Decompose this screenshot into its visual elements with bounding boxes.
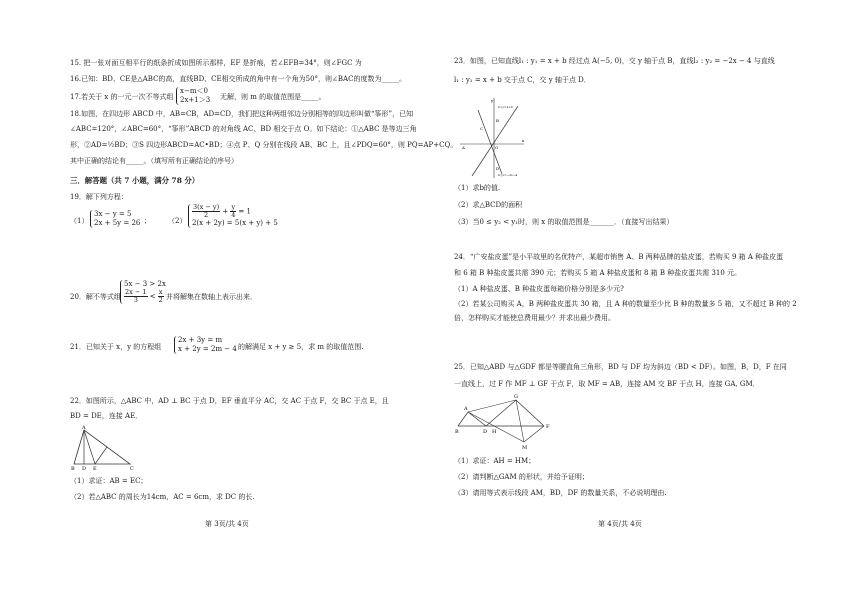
q19-1-eq-2: 2x + 5y = 26	[94, 219, 141, 227]
q19-2-eq-1: $\frac{3(x - y)}{2}$ + $\frac{y}{4}$ = 1	[193, 203, 251, 219]
q20-ineq-2: $\frac{2x - 1}{3}$ < $\frac{x}{2}$	[125, 288, 163, 304]
question-25-sub-3: （3）请用等式表示线段 AM，BD，DF 的数量关系，不必说明理由.	[454, 489, 667, 497]
fig25-label-f: F	[546, 424, 550, 430]
fig22-label-e: E	[93, 466, 97, 472]
figure-23-graph	[458, 96, 528, 180]
page-footer-left: 第 3页/共 4页	[205, 520, 249, 528]
fig23-label-l2: l₂:y₂=−2x−4	[498, 173, 518, 177]
fig23-label-c: C	[480, 126, 484, 131]
fig25-label-a: A	[464, 406, 468, 412]
q19-part-2-system	[188, 204, 278, 228]
question-23-sub-3: （3）当0 ≤ y₂ < y₁时，则 x 的取值范围是_______．（直接写出结果）	[454, 218, 674, 226]
question-22-line-1: 22．如图所示，△ABC 中，AD ⊥ BC 于点 D，EF 垂直平分 AC，交 AC 于点 F，交 BC 于点 E，且	[70, 397, 389, 405]
q19-1-eq-1: 3x − y = 5	[94, 210, 132, 218]
question-25-sub-2: （2）请判断△GAM 的形状，并给予证明；	[454, 473, 589, 481]
question-17-suffix: 无解，则 m 的取值范围是_____。	[220, 93, 326, 101]
question-25-sub-1: （1）求证：AH = HM；	[454, 457, 536, 465]
fig22-label-b: B	[71, 466, 75, 472]
q19-2-fraction-2: $\frac{y}{4}$	[231, 203, 236, 219]
fig23-label-b: B	[496, 118, 499, 123]
fig25-label-g: G	[514, 394, 518, 400]
question-23-line-2: l₁ : y₁ = x + b 交于点 C，交 y 轴于点 D．	[454, 76, 591, 84]
question-23-sub-2: （2）求△BCD的面积	[454, 201, 523, 209]
fig23-label-a: A	[462, 145, 465, 150]
question-19: 19．解下列方程：	[70, 193, 128, 201]
question-23-line-1: 23．如图，已知直线l₁ : y₁ = x + b 经过点 A(−5, 0)，交 y 轴于点 B，直线l₂ : y₂ = −2x − 4 与直线	[454, 57, 775, 65]
figure-25-triangles	[454, 392, 554, 450]
fig25-label-m: M	[522, 445, 528, 450]
question-15: 15. 把一张对面互相平行的纸条折成如图所示那样，EF 是折痕，若∠EFB=34°，则∠FGC 为	[70, 59, 362, 67]
left-column	[70, 0, 458, 595]
fig23-label-o: O	[495, 145, 499, 150]
question-25-line-1: 25．已知△ABD 与△GDF 都是等腰直角三角形，BD 与 DF 均为斜边（BD < DF）。如图，B，D，F 在同	[454, 363, 787, 371]
question-21-suffix: 的解满足 x + y ≥ 5，求 m 的取值范围.	[238, 343, 364, 351]
fig25-label-b: B	[455, 429, 459, 435]
question-22-line-2: BD = DE，连接 AE．	[70, 412, 143, 420]
question-17-system	[176, 87, 210, 105]
q21-eq-1: 2x + 3y = m	[178, 336, 223, 344]
fig23-label-l1: l₁:y₁=x+b	[498, 105, 513, 109]
question-24-sub-2b: 倍，怎样购买才能使总费用最少？并求出最少费用。	[454, 314, 615, 322]
question-24-line-1: 24．“广安盐皮蛋”是小平故里的名优特产，某超市销售 A、B 两种品牌的盐皮蛋，若购买 9 箱 A 种盐皮蛋	[454, 253, 784, 261]
question-24-line-2: 和 6 箱 B 种盐皮蛋共需 390 元；若购买 5 箱 A 种盐皮蛋和 8 箱 B 种盐皮蛋共需 310 元。	[454, 269, 742, 277]
q21-eq-2: x + 2y = 2m − 4	[178, 345, 237, 353]
question-24-sub-2a: （2）若某公司购买 A，B 两种盐皮蛋共 30 箱，且 A 种的数量至少比 B 种的数量多 5 箱，又不超过 B 种的 2	[454, 300, 797, 308]
question-23-sub-1: （1）求b的值.	[454, 184, 501, 192]
fig25-label-d: D	[483, 429, 488, 435]
question-22-sub-2: （2）若△ABC 的周长为14cm，AC = 6cm，求 DC 的长.	[70, 493, 255, 501]
q17-line-1: x−m＜0	[180, 87, 208, 95]
fig22-label-d: D	[82, 466, 87, 472]
question-18-line-4: 其中正确的结论有_____。（填写所有正确结论的序号）	[70, 157, 238, 165]
question-16: 16.已知：BD、CE是△ABC的高，直线BD、CE相交所成的角中有一个角为50°，则∠BAC的度数为_____。	[70, 75, 406, 83]
question-25-line-2: 一直线上，过 F 作 MF ⊥ GF 于点 F，取 MF = AB，连接 AM 交 BF 于点 H，连接 GA, GM．	[454, 380, 760, 388]
question-22-sub-1: （1）求证：AB = EC；	[70, 477, 148, 485]
question-18-line-3: 形，②AD=½BD；③S 四边形ABCD=AC•BD；④点 P、Q 分别在线段 AB、BC 上，且∠PDQ=60°，则 PQ=AP+CQ。	[70, 141, 458, 149]
question-20-system	[120, 280, 166, 304]
question-24-sub-1: （1）A 种盐皮蛋、B 种盐皮蛋每箱价格分别是多少元?	[454, 285, 624, 293]
page-footer-right: 第 4页/共 4页	[598, 520, 642, 528]
q19-part-1-label: （1）	[70, 217, 89, 225]
q19-part-1-system	[90, 210, 140, 228]
fig22-label-c: C	[130, 466, 134, 472]
q19-2-fraction-1: $\frac{3(x - y)}{2}$	[193, 203, 220, 219]
q17-line-2: 2x+1＞3	[180, 96, 211, 104]
section-3-heading: 三．解答题（共 7 小题，满分 78 分）	[70, 176, 200, 185]
figure-22-triangle	[70, 424, 140, 472]
q20-ineq-1: 5x − 3 > 2x	[124, 280, 166, 288]
question-20-prefix: 20．解不等式组	[70, 293, 121, 301]
question-20-suffix: 并将解集在数轴上表示出来．	[166, 293, 257, 301]
q19-part-1-tail: ；	[144, 217, 151, 225]
right-column	[454, 0, 804, 595]
fig22-label-a: A	[82, 425, 86, 431]
fig23-label-d: D	[496, 166, 500, 171]
question-18-line-1: 18.如图，在四边形 ABCD 中，AB=CB，AD=CD，我们把这种两组邻边分别相等的四边形叫做“筝形”，已知	[70, 110, 414, 118]
fig23-label-y: y	[491, 98, 494, 103]
fig23-label-x: x	[522, 138, 525, 143]
question-21-prefix: 21．已知关于 x，y 的方程组	[70, 343, 162, 351]
question-18-line-2: ∠ABC=120°，∠ABC=60°，“筝形”ABCD 的对角线 AC、BD 相交于点 O。如下结论：①△ABC 是等边三角	[70, 125, 417, 133]
fig25-label-h: H	[492, 429, 497, 435]
q19-2-eq-2: 2(x + 2y) = 5(x + y) + 5	[192, 219, 278, 227]
question-21-system	[174, 336, 237, 354]
question-17-prefix: 17.若关于 x 的一元一次不等式组	[70, 93, 174, 101]
q19-part-2-label: （2）	[168, 217, 187, 225]
